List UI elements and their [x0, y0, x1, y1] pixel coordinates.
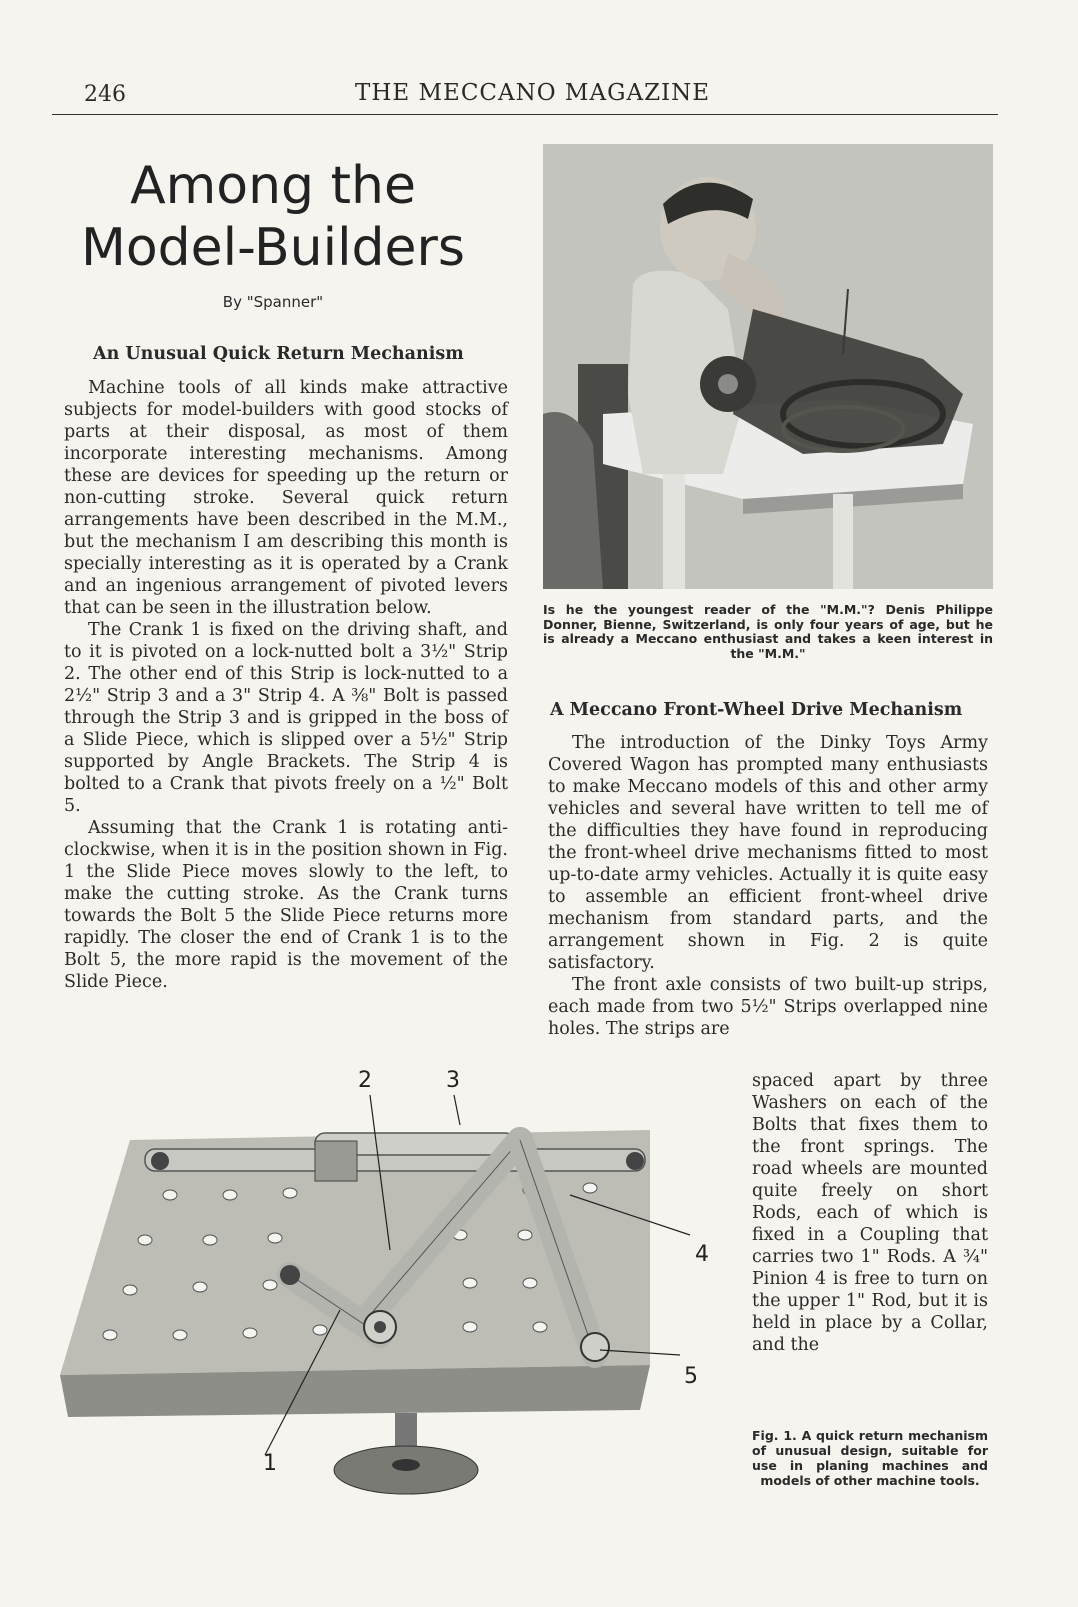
mechanism-illustration [50, 1065, 730, 1535]
figure-quick-return-mechanism [50, 1065, 730, 1535]
byline: By "Spanner" [222, 293, 324, 311]
paragraph: spaced apart by three Washers on each of the Bolts that fixes them to the front springs. The road wheels are mounted quite freely on short Rods, each of which is fixed in a Coupling that carries two 1" Rods. A ¾" Pinion 4 is free to turn on the upper 1" Rod, but it is held in place by a Collar, and the [752, 1071, 988, 1355]
paragraph: The introduction of the Dinky Toys Army Covered Wagon has prompted many enthusiasts to make Meccano models of this and other army vehicles and several have written to tell me of the difficulties they have found in reproducing the front-wheel drive mechanisms fitted to most up-to-date army vehicles. Actually it is quite easy to assemble an efficient front-wheel drive mechanism from standard parts, and the arrangement shown in Fig. 2 is quite satisfactory. [548, 733, 988, 973]
section-heading-quick-return: An Unusual Quick Return Mechanism [93, 344, 464, 364]
paragraph: The Crank 1 is fixed on the driving shaft, and to it is pivoted on a lock-nutted bolt a 3½" Strip 2. The other end of this Strip is lock-nutted to a 2½" Strip 3 and a 3" Strip 4. A ⅜" Bolt is passed through the Strip 3 and is gripped in the boss of a Slide Piece, which is slipped over a 5½" Strip supported by Angle Brackets. The Strip 4 is bolted to a Crank that pivots freely on a ½" Bolt 5. [64, 620, 508, 816]
figure-label-2: 2 [358, 1068, 372, 1093]
figure-label-3: 3 [446, 1068, 460, 1093]
figure-label-1: 1 [263, 1451, 277, 1476]
paragraph: The front axle consists of two built-up strips, each made from two 5½" Strips overlapped nine holes. The strips are [548, 975, 988, 1039]
article-title: Among the Model-Builders [80, 156, 466, 278]
figure-label-5: 5 [684, 1364, 698, 1389]
photo-caption: Is he the youngest reader of the "M.M."? Denis Philippe Donner, Bienne, Switzerland, is only four years of age, but he is already a Meccano enthusiast and takes a keen interest in the "M.M." [543, 602, 993, 661]
header-rule [52, 114, 998, 115]
page-number: 246 [84, 82, 126, 107]
left-column-text [64, 377, 508, 993]
photo-illustration [543, 144, 993, 589]
photo-boy-with-model [543, 144, 993, 589]
figure-caption: Fig. 1. A quick return mechanism of unusual design, suitable for use in planing machines and models of other machine tools. [752, 1428, 988, 1488]
figure-label-4: 4 [695, 1242, 709, 1267]
right-column-text [548, 732, 988, 1040]
right-column-continued [752, 1070, 988, 1356]
section-heading-front-wheel-drive: A Meccano Front-Wheel Drive Mechanism [550, 700, 963, 720]
paragraph: Machine tools of all kinds make attractive subjects for model-builders with good stocks of parts at their disposal, as most of them incorporate interesting mechanisms. Among these are devices for speeding up the return or non-cutting stroke. Several quick return arrangements have been described in the M.M., but the mechanism I am describing this month is specially interesting as it is operated by a Crank and an ingenious arrangement of pivoted levers that can be seen in the illustration below. [64, 378, 508, 618]
magazine-title: THE MECCANO MAGAZINE [355, 80, 711, 106]
paragraph: Assuming that the Crank 1 is rotating anti-clockwise, when it is in the position shown in Fig. 1 the Slide Piece moves slowly to the left, to make the cutting stroke. As the Crank turns towards the Bolt 5 the Slide Piece returns more rapidly. The closer the end of Crank 1 is to the Bolt 5, the more rapid is the movement of the Slide Piece. [64, 818, 508, 992]
